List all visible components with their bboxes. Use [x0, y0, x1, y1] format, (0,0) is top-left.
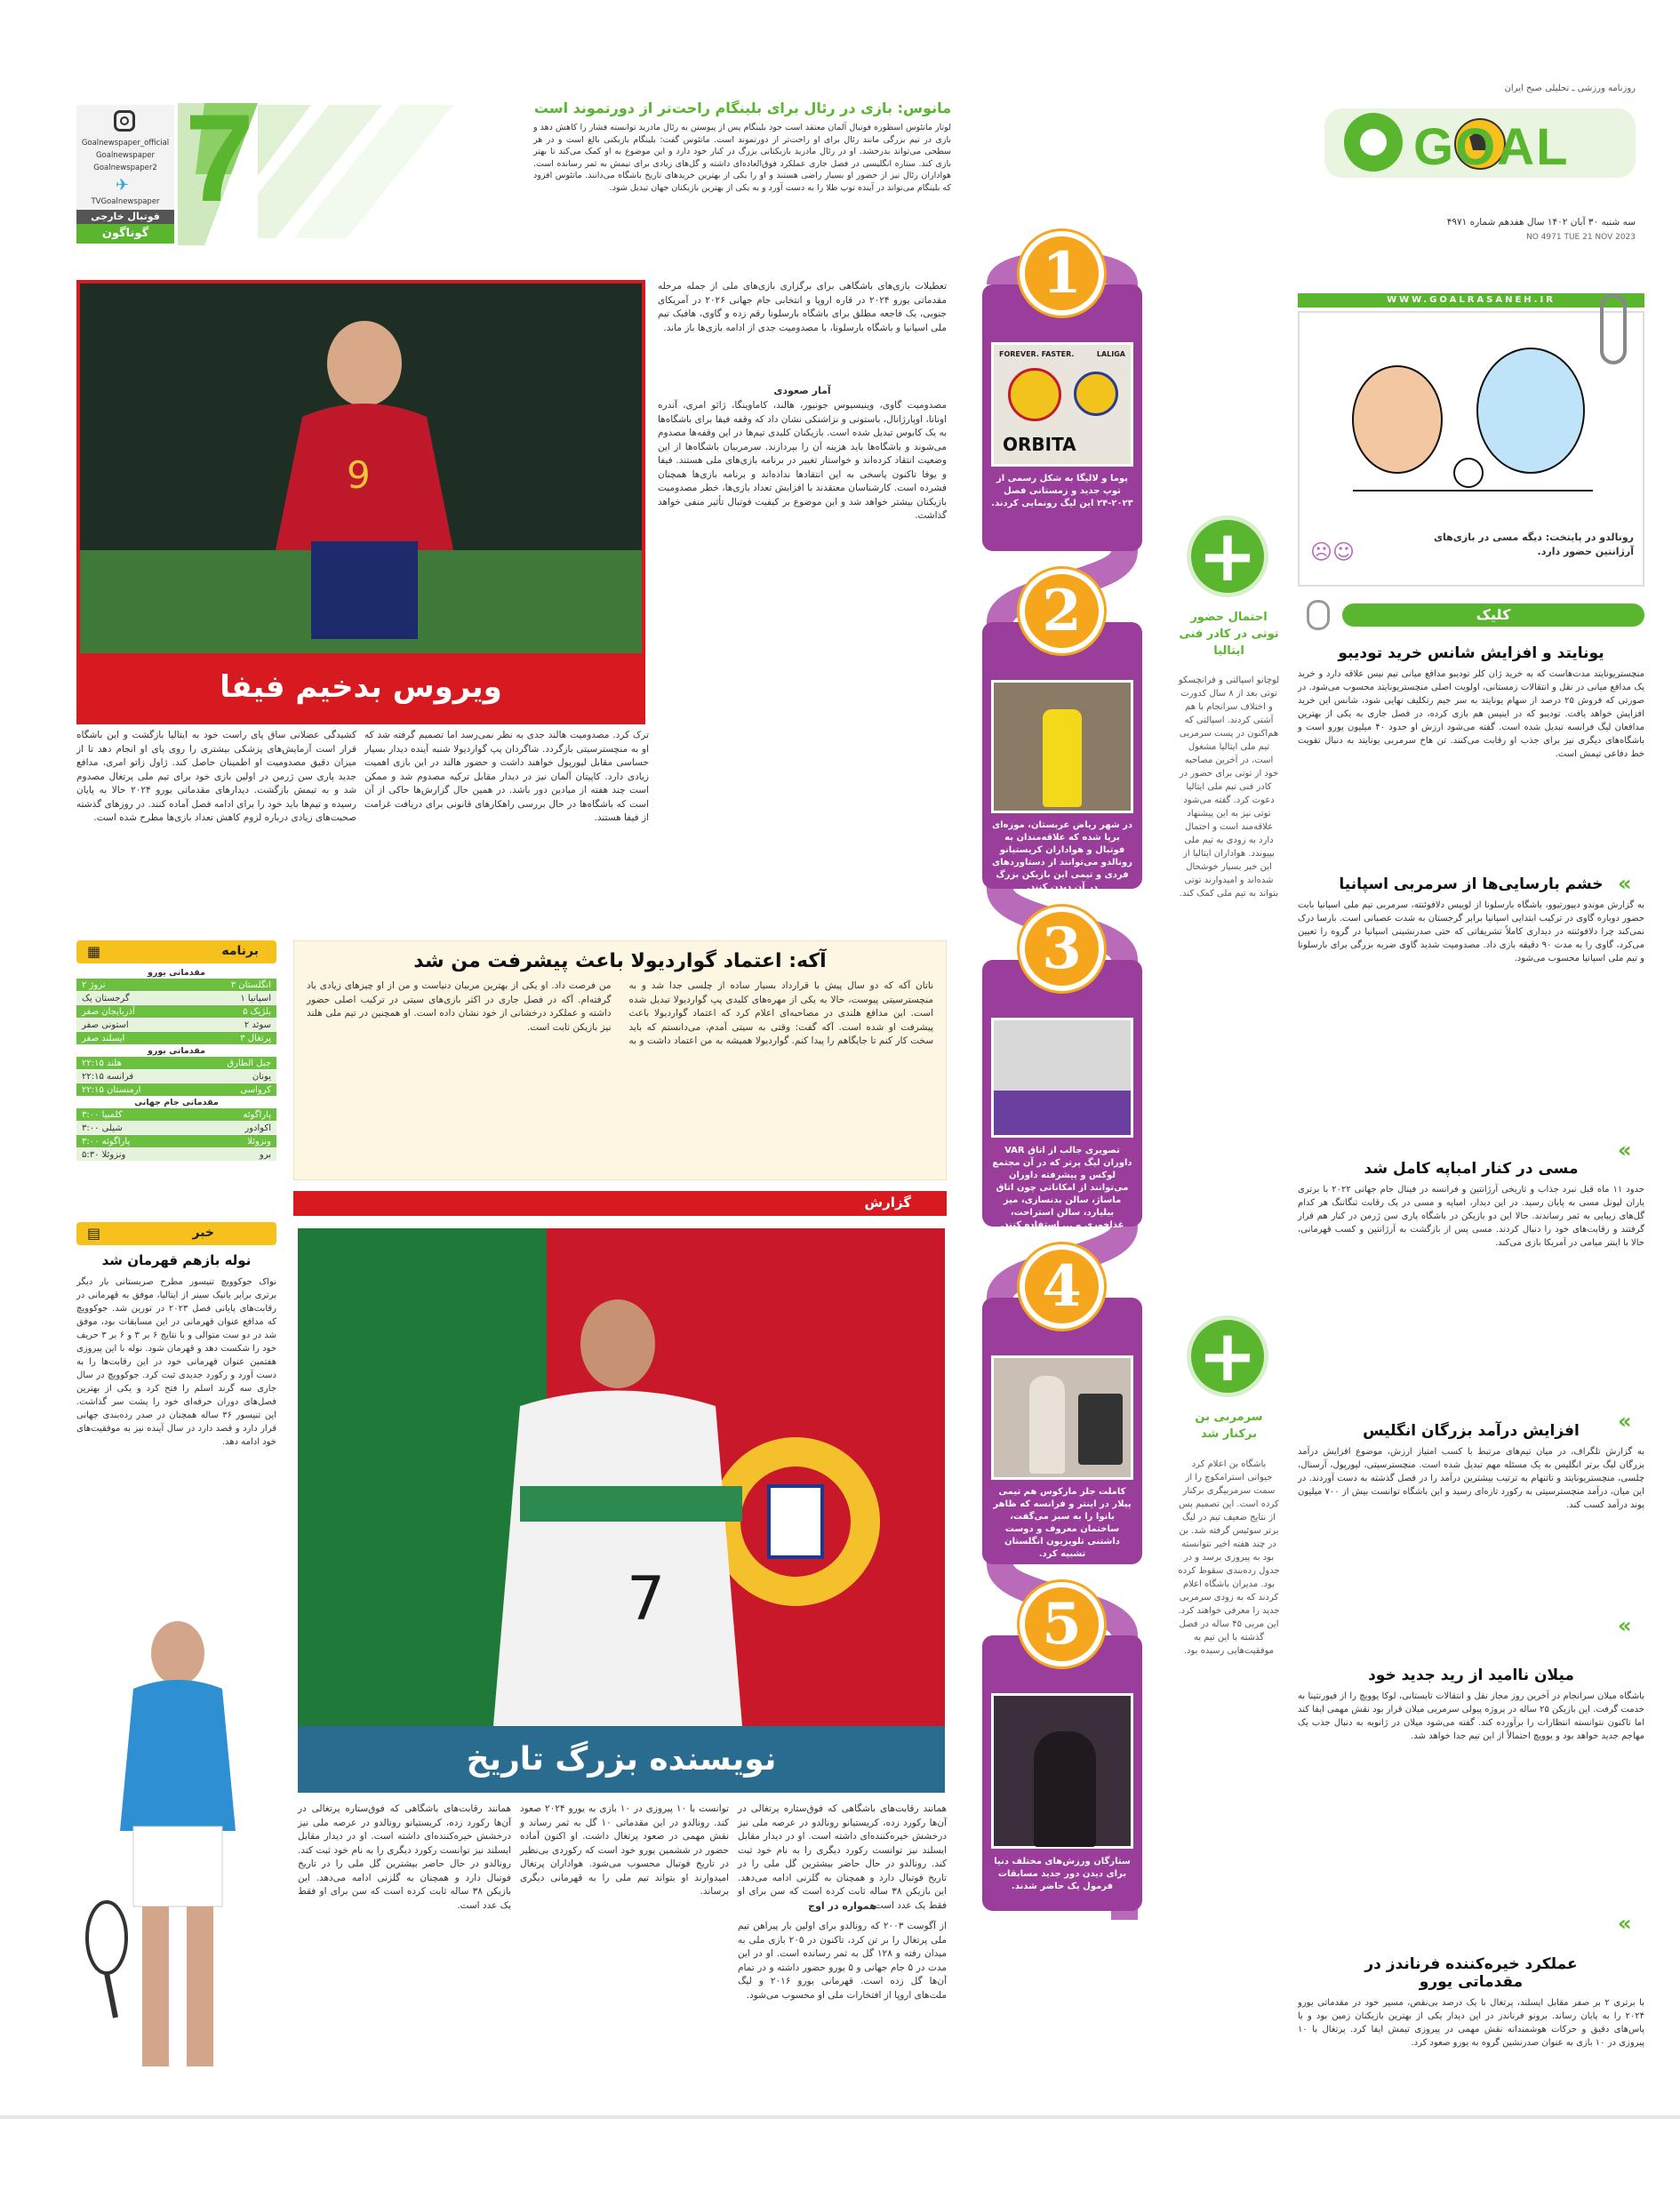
step-1-brand-1: FOREVER. FASTER.: [999, 350, 1075, 358]
right-article-3: [1298, 1160, 1644, 1423]
newspaper-icon: ▤: [87, 1225, 101, 1242]
cartoon-image: [1300, 313, 1643, 526]
program-header: [76, 940, 276, 963]
step-caption-2: در شهر ریاض عربستان، موزه‌ای برپا شده که علاقه‌مندان به فوتبال و هواداران کریستیانو رونالدو می‌توانند از دستاوردهای فردی و تیمی این بازیکن بزرگ در آن دیدن کنند.: [991, 820, 1133, 892]
top-story-title: مانوس: بازی در رئال برای بلینگام راحت‌تر از دورتموند است: [533, 100, 951, 116]
jersey-number: 7: [627, 1564, 666, 1635]
instagram-handle[interactable]: Goalnewspaper_official: [81, 139, 170, 148]
plus-icon-1: +: [1187, 516, 1268, 597]
ake-article: [293, 940, 947, 1180]
gavi-subhead: آمار صعودی: [773, 385, 831, 396]
header-stripes: [258, 105, 551, 238]
website: WWW.GOALRASANEH.IR: [1387, 295, 1556, 305]
side-note-1-title: احتمال حضور توتی در کادر فنی ایتالیا: [1179, 611, 1279, 658]
step-image-4: [991, 1355, 1133, 1480]
page-number: [178, 88, 258, 245]
click-bar: [1298, 600, 1644, 628]
right-article-3-body: حدود ۱۱ ماه قبل نبرد جذاب و تاریخی آرژانتین و فرانسه در فینال جام جهانی ۲۰۲۲ با برتری یاران لیونل مسی به پایان رسید. در این دیدار، امباپه و مسی در یک رقابت تنگاتنگ هر کدام گل‌های زیبایی به ثمر رساندند. حالا این دو بازیکن در باشگاه پاری سن ژرمن در کنار هم قرار گرفتند و رقابت‌های خود را دنبال کردند. مسی پس از بازگشت به آرژانتین و کسب قهرمانی، حالا با اینتر میامی در آمریکا بازی می‌کند.: [1298, 1185, 1644, 1248]
gavi-intro: [658, 280, 947, 901]
website-bar: [1298, 293, 1644, 308]
gavi-col-3: کشیدگی عضلانی ساق پای راست خود به ایتالیا بازگشت و این باشگاه قرار است آزمایش‌های پزشکی بیشتری را روی پای او انجام دهد تا از میزان دقیق مصدومیت او اطمینان حاصل کند. ژاول زاتو امری، مدافع جدید پاری سن ژرمن در اولین بازی خود برای تیم ملی پرتغال مصدوم شد و به تیمش بازگشت. دیدارهای مقدماتی یورو ۲۰۲۴ حالا به پایان رسیده و تیم‌ها باید خود را برای ادامه فصل آماده کنند. در روزهای گذشته صحبت‌های زیادی درباره لزوم کاهش تعداد بازی‌ها مطرح شده است.: [76, 730, 357, 823]
plus-icon-2: +: [1187, 1315, 1268, 1397]
program-row: استونی صفر سوئد ۲: [76, 1019, 276, 1032]
paperclip-icon: [1600, 293, 1627, 364]
ball-icon-2: [1074, 372, 1118, 416]
right-article-6-body: با برتری ۲ بر صفر مقابل ایسلند، پرتغال با یک درصد بی‌نقص، مسیر خود در مقدماتی یورو ۲۰۲۴ را به پایان رساند. برونو فرناندز در این دیدار یکی از بهترین بازیکنان زمین بود و با پاس‌های دقیق و حرکات هوشمندانه نقش مهمی در پیروزی تیمش ایفا کرد. پرتغال با ۱۰ پیروزی در ۱۰ بازی به عنوان صدرنشین گروه به یورو صعود کرد.: [1298, 1998, 1644, 2048]
program-row: گرجستان یک اسپانیا ۱: [76, 992, 276, 1005]
program-row: ایسلند صفر پرتغال ۳: [76, 1032, 276, 1045]
quote-mark-1: «: [1618, 871, 1632, 896]
ronaldo-image: [298, 1228, 945, 1726]
instagram-handle-3[interactable]: Goalnewspaper2: [93, 164, 157, 172]
logo-word: GOAL: [1413, 118, 1570, 176]
right-article-6-title: عملکرد خیره‌کننده فرناندز در مقدماتی یورو: [1364, 1955, 1578, 1991]
step-number-3: 3: [1020, 907, 1104, 991]
step-image-5: [991, 1693, 1133, 1849]
program-row: کلمبیا ۳:۰۰ پاراگوئه: [76, 1108, 276, 1122]
page-number-digit: 7: [185, 88, 254, 228]
program-list: [76, 967, 276, 1162]
gym-floor: [994, 1091, 1131, 1135]
gavi-photo: [76, 280, 645, 724]
person-figure-5: [1034, 1731, 1096, 1847]
step-image-2: [991, 680, 1133, 813]
cartoon-caption: رونالدو در پایتخت: دیگه مسی در بازی‌های آرژانتین حضور دارد.: [1433, 532, 1634, 557]
report-label: گزارش: [864, 1195, 911, 1211]
right-article-2: [1298, 875, 1644, 1130]
calendar-icon: ▦: [87, 943, 101, 960]
footer-stripe: [0, 2115, 1680, 2119]
news-body: نواک جوکوویچ تنیسور مطرح صربستانی بار دیگر برتری برابر یانیک سینر از ایتالیا، موفق به قهرمانی در رقابت‌های پایانی فصل ۲۰۲۳ در تورین شد. جوکوویچ که مدافع عنوان قهرمانی در این مسابقات بود، موفق شد در دو ست متوالی و با نتایج ۶ بر ۳ و ۶ بر ۳ حریف خود را شکست دهد و قهرمان شود. نوله با این پیروزی هفتمین عنوان قهرمانی خود در این رقابت‌ها را به دست آورد و رکورد جدیدی ثبت کرد. جوکوویچ در سال جاری سه گرند اسلم را فتح کرد و یکی از بهترین فصل‌های دوران حرفه‌ای خود را پشت سر گذاشت. این تنیسور ۳۶ ساله همچنان در صدر رده‌بندی جهانی قرار دارد و قصد دارد در سال آینده نیز به موفقیت‌های خود ادامه دهد.: [76, 1277, 277, 1447]
right-article-2-body: به گزارش موندو دیپورتیوو، باشگاه بارسلونا از لوییس دلافوئنته، سرمربی تیم ملی اسپانیا بابت حضور دوباره گاوی در ترکیب ابتدایی اسپانیا برابر گرجستان به شدت عصبانی است. بارسا درک نمی‌کند چرا دلافوئنته در دیداری کاملاً تشریفاتی که حتی صدرنشینی اسپانیا در گروه را تعیین می‌کرد، گاوی را به مدت ۹۰ دقیقه بازی داد. مصدومیت شدید گاوی ضربه بزرگی برای بارسلونا و تیم ملی اسپانیا محسوب می‌شود.: [1298, 900, 1644, 963]
masthead: [1289, 75, 1644, 270]
decorative-stripes: [258, 105, 551, 238]
ronaldo-col-1b: از آگوست ۲۰۰۳ که رونالدو برای اولین بار پیراهن تیم ملی پرتغال را بر تن کرد، تاکنون در ۲۰۵ بازی ملی به میدان رفته و ۱۲۸ گل به ثمر رسانده است. او در این مدت در ۵ جام جهانی و ۵ یورو حضور داشته و در تمام آن‌ها گل زده است. قهرمانی یورو ۲۰۱۶ و لیگ ملت‌های اروپا از افتخارات ملی او محسوب می‌شود.: [738, 1921, 948, 2001]
program-group-3-head: مقدماتی جام جهانی: [134, 1098, 219, 1107]
news-box: [76, 1222, 276, 1595]
program-group-1-head: مقدماتی یورو: [147, 968, 206, 978]
right-article-4-body: به گزارش تلگراف، در میان تیم‌های مرتبط با کسب امتیاز ارزش، موضوع افزایش درآمد بزرگان لیگ برتر انگلیس به یک مسئله مهم تبدیل شده است. منچسترسیتی، لیورپول، آرسنال، چلسی، منچستریونایتد و تاتنهام به ترتیب بیشترین درآمد را در فصل گذشته به دست آوردند. در این میان، درآمد منچسترسیتی به رکورد تازه‌ای رسید و این باشگاه توانست بیش از ۷۰۰ میلیون پوند درآمد کسب کند.: [1298, 1447, 1644, 1510]
program-row: ونزوئلا ۵:۳۰ برو: [76, 1148, 276, 1162]
gavi-image: [80, 284, 642, 657]
masthead-tagline: روزنامه ورزشی ـ تحلیلی صبح ایران: [1504, 84, 1636, 93]
right-article-4: [1298, 1422, 1644, 1623]
logo: [1324, 100, 1636, 184]
program-row: آذربایجان صفر بلژیک ۵: [76, 1005, 276, 1019]
ronaldo-col-1: همانند رقابت‌های باشگاهی که فوق‌ستاره پرتغالی در آن‌ها رکورد زده، کریستیانو رونالدو در عرصه ملی نیز درخشش خیره‌کننده‌ای داشته است. او در دیدار مقابل ایسلند نیز توانست رکورد دیگری را به نام خود ثبت کند. رونالدو در حال حاضر بیشترین گل ملی را در تاریخ فوتبال دارد و همچنان به گلزنی ادامه می‌دهد. این بازیکن ۳۸ ساله ثابت کرده است که سن برای او فقط یک عدد است.: [738, 1803, 947, 1911]
ronaldo-photo: [298, 1228, 945, 1793]
report-label-bar: [293, 1191, 947, 1216]
side-note-2-body: باشگاه بن اعلام کرد جیوانی استرامکوچ را از سمت سرمربیگری برکنار کرده است. این تصمیم پس از نتایج ضعیف تیم در لیگ برتر سوئیس گرفته شد. بن در چند هفته اخیر نتوانسته بود به پیروزی برسد و در جدول رده‌بندی سقوط کرده بود. مدیران باشگاه اعلام کردند که به زودی سرمربی جدید را معرفی خواهند کرد. این مربی ۴۵ ساله در فصل گذشته با این تیم به موفقیت‌هایی رسیده بود.: [1178, 1459, 1280, 1656]
instagram-icon: [114, 110, 135, 132]
ake-body: ناتان آکه که دو سال پیش با قرارداد بسیار ساده از چلسی جدا شد و به منچسترسیتی پیوست، حالا به یکی از مهره‌های کلیدی پپ گواردیولا تبدیل شده است. این مدافع هلندی در مصاحبه‌ای اعلام کرد که اعتماد گواردیولا باعث پیشرفت او شده است. آکه گفت: وقتی به سیتی آمدم، می‌دانستم که باید سخت کار کنم تا جایگاهم را پیدا کنم. گواردیولا همیشه به من اعتماد داشت و به من فرصت داد. او یکی از بهترین مربیان دنیاست و من از او چیزهای زیادی یاد گرفته‌ام. آکه در فصل جاری در اکثر بازی‌های سیتی در ترکیب اصلی حضور داشته و عملکرد درخشانی از خود نشان داده است. او همچنین در تیم ملی هلند نیز بازیکن ثابت است.: [307, 980, 933, 1046]
right-article-4-title: افزایش درآمد بزرگان انگلیس: [1363, 1422, 1580, 1440]
step-image-3: [991, 1018, 1133, 1138]
step-1-ball-name: ORBITA: [1003, 434, 1076, 455]
quote-mark-3: «: [1618, 1409, 1632, 1434]
person-figure: [1029, 1376, 1065, 1474]
section-label-foreign: فوتبال خارجی: [76, 210, 174, 224]
section-label-misc: گوناگون: [76, 224, 174, 244]
ronaldo-headline-bar: [298, 1726, 945, 1793]
jersey-figure: [1043, 709, 1082, 807]
telegram-icon: ✈: [116, 176, 130, 195]
side-note-1-body: لوچانو اسپالتی و فرانچسکو توتی بعد از ۸ سال کدورت و اختلاف سرانجام با هم آشتی کردند. اسپالتی که هم‌اکنون در پست سرمربی تیم ملی ایتالیا مشغول است، در آخرین مصاحبه خود از توتی برای حضور در کادر فنی تیم ملی ایتالیا دعوت کرد. گفته می‌شود توتی نیز به این پیشنهاد علاقه‌مند است و احتمال دارد به زودی به تیم ملی بپیوندد. هواداران ایتالیا از این خبر بسیار خوشحال شده‌اند و امیدوارند توتی بتواند به تیم ملی کمک کند.: [1178, 675, 1280, 899]
ball-icon: [1008, 368, 1061, 421]
side-note-2-title: سرمربی بن برکنار شد: [1195, 1411, 1263, 1441]
gavi-headline-bar: [80, 653, 642, 721]
program-row: پاراگوئه ۳:۰۰ ونزوئلا: [76, 1135, 276, 1148]
djokovic-image: [80, 1600, 276, 2098]
right-article-5-body: باشگاه میلان سرانجام در آخرین روز مجاز نقل و انتقالات تابستانی، لوکا یوویچ را از فیورنتینا به خدمت گرفت. این بازیکن ۲۵ ساله در پروژه پیولی سرمربی میلان قرار بود نقش مهمی ایفا کند اما تاکنون نتوانسته انتظارات را برآورده کند. گفته می‌شود میلان در ژانویه به دنبال جذب یک مهاجم جدید خواهد بود و یوویچ احتمالاً از این تیم جدا خواهد شد.: [1298, 1691, 1644, 1741]
program-row: نروژ ۲ انگلستان ۳: [76, 979, 276, 992]
step-number-1: 1: [1020, 231, 1104, 316]
emoji-icon: ☹☺: [1310, 540, 1356, 564]
program-row: ارمنستان ۲۲:۱۵ کرواسی: [76, 1083, 276, 1097]
ronaldo-col-2: توانست با ۱۰ پیروزی در ۱۰ بازی به یورو ۲۰۲۴ صعود کند. رونالدو در این مقدماتی ۱۰ گل به ثمر رساند و نقش مهمی در صعود پرتغال داشت. او اکنون آماده حضور در ششمین یورو خود است که رکوردی بی‌نظیر در تاریخ فوتبال محسوب می‌شود. هواداران پرتغال امیدوارند او بتواند تیم ملی را به قهرمانی دیگری برساند.: [520, 1803, 729, 1897]
djokovic-figure: [80, 1600, 276, 2098]
phone-screen: [1078, 1394, 1123, 1465]
step-caption-4: کاملت جلز مارکوس هم تیمی پیلار در اینتر و فرانسه که ظاهر بانوا را به سبز می‌گفت، ساختمان معروف و دوست داشتنی تلویزیون انگلستان تشبیه کرد.: [993, 1487, 1132, 1559]
right-article-6: [1298, 1955, 1644, 2130]
program-row: فرانسه ۲۲:۱۵ یونان: [76, 1070, 276, 1083]
click-label: کلیک: [1342, 603, 1644, 627]
program-group-2-head: مقدماتی یورو: [147, 1046, 206, 1056]
issue-date: سه شنبه ۳۰ آبان ۱۴۰۲ سال هفدهم شماره ۴۹۷۱: [1446, 217, 1636, 228]
news-label: خبر: [192, 1226, 214, 1240]
right-article-2-title: خشم بارسایی‌ها از سرمربی اسپانیا: [1339, 875, 1604, 893]
step-caption-5: ستارگان ورزش‌های مختلف دنیا برای دیدن دور جدید مسابقات فرمول یک حاضر شدند.: [994, 1857, 1131, 1891]
step-number-5: 5: [1020, 1582, 1104, 1666]
instagram-handle-2[interactable]: Goalnewspaper: [95, 151, 156, 160]
gavi-headline: ویروس بدخیم فیفا: [220, 669, 502, 705]
news-title: نوله بازهم قهرمان شد: [101, 1252, 252, 1268]
gavi-intro-text: تعطیلات بازی‌های باشگاهی برای برگزاری بازی‌های ملی از جمله مرحله مقدماتی یورو ۲۰۲۴ در قاره اروپا و انتخابی جام جهانی ۲۰۲۶ در آمریکای جنوبی، یک فاجعه مطلق برای باشگاه بارسلونا رقم زده و گاوی، هافبک تیم ملی اسپانیا و باشگاه بارسلونا، با مصدومیت جدی از ادامه بازی‌ها باز ماند.: [658, 281, 947, 333]
right-article-1-title: یونایتد و افزایش شانس خرید تودیبو: [1338, 644, 1604, 662]
program-box: [76, 940, 276, 1216]
news-header: [76, 1222, 276, 1245]
issue-date-en: NO 4971 TUE 21 NOV 2023: [1526, 233, 1636, 242]
ronaldo-subhead: همواره در اوج: [808, 1900, 876, 1912]
telegram-handle[interactable]: TVGoalnewspaper: [91, 197, 160, 206]
right-article-5: [1298, 1666, 1644, 1912]
cartoon-box: [1298, 311, 1644, 587]
step-caption-3: تصویری جالب از اتاق VAR داوران لیگ پرتر که در آن مجتمع لوکس و پیشرفته داوران می‌توانند از امکاناتی چون اتاق ماساژ، سالن بدنسازی، میز بیلیارد، سالن استراحت، غذاخوری و ... استفاده کنند.: [992, 1146, 1132, 1230]
right-article-3-title: مسی در کنار امباپه کامل شد: [1364, 1160, 1579, 1178]
step-number-2: 2: [1020, 569, 1104, 653]
program-row: شیلی ۳:۰۰ اکوادور: [76, 1122, 276, 1135]
step-caption-1: پوما و لالیگا به شکل رسمی از توپ جدید و زمستانی فصل ۲۰۲۳-۲۴ این لیگ رونمایی کردند.: [991, 474, 1133, 508]
step-image-1: [991, 342, 1133, 467]
right-article-1: [1298, 644, 1644, 872]
quote-mark-5: «: [1618, 1911, 1632, 1936]
program-row: هلند ۲۲:۱۵ جبل الطارق: [76, 1057, 276, 1070]
step-number-4: 4: [1020, 1244, 1104, 1329]
quote-mark-2: «: [1618, 1138, 1632, 1163]
ake-title: آکه: اعتماد گواردیولا باعث پیشرفت من شد: [413, 950, 827, 972]
top-story: [533, 100, 951, 255]
right-article-5-title: میلان ناامید از رید جدید خود: [1368, 1666, 1574, 1684]
gavi-body: مصدومیت گاوی، وینیسیوس جونیور، هالند، کاماوینگا، ژائو امری، آندره اونانا، اوپارژانال، باستونی و نزاشنکی نشان داد که وقفه فیفا برای باشگاه‌ها به یک کابوس تبدیل شده است. بازیکنان کلیدی تیم‌ها در این وقفه‌ها مصدوم می‌شوند و باشگاه‌ها باید هزینه آن را بپردازند. سرمربیان باشگاه‌ها از این وضعیت انتقاد کرده‌اند و خواستار تغییر در برنامه بازی‌های ملی هستند. فیفا و یوفا تاکنون پاسخی به این انتقادها نداده‌اند و برنامه بازی‌ها همچنان فشرده است. کارشناسان معتقدند با افزایش تعداد بازی‌ها، خطر مصدومیت بازیکنان بیشتر خواهد شد و این موضوع بر کیفیت فوتبال تأثیر منفی خواهد گذاشت.: [658, 400, 947, 521]
steps-strip: [964, 231, 1160, 1973]
mouse-icon: [1307, 600, 1330, 630]
quote-mark-4: «: [1618, 1613, 1632, 1638]
gavi-col-2: ترک کرد. مصدومیت هالند جدی به نظر نمی‌رسد اما تصمیم گرفته شد که او به منچسترسیتی بازگردد. شاگردان پپ گواردیولا شنبه آینده دیدار بسیار حساسی مقابل لیورپول خواهند داشت و حضور هالند در این بازی اهمیت زیادی دارد. کاپیتان آلمان نیز در دیدار مقابل ترکیه مصدوم شد و ممکن است چند هفته از میادین دور باشد. در همین حال گزارش‌ها حاکی از آن است که باشگاه‌ها در حال بررسی راهکارهای قانونی برای دریافت غرامت از فیفا هستند.: [364, 730, 649, 823]
ronaldo-headline: نویسنده بزرگ تاریخ: [466, 1741, 777, 1778]
right-article-1-body: منچستریونایتد مدت‌هاست که به خرید ژان کلر تودیبو مدافع میانی تیم نیس علاقه دارد و خرید یک مدافع میانی در نقل و انتقالات زمستانی، اولویت اصلی منچستریونایتد محسوب می‌شود. در صورتی که فروش ۲۵ درصد از سهام یونایتد به سر جیم رتکلیف نهایی شود، شانس این خرید افزایش خواهد یافت. تودیبو که در اینیس هم بازی کرده، در فصل جاری به یکی از بهترین مدافعان لیگ فرانسه تبدیل شده است. گفته می‌شود ارزش او حدود ۴۰ میلیون یورو است و باشگاه‌های دیگری نیز برای جذب او رقابت می‌کنند. تن هاخ سرمربی یونایتد به دنبال تقویت خط دفاعی تیمش است.: [1298, 669, 1644, 759]
program-title: برنامه: [221, 944, 259, 958]
svg-text:9: 9: [347, 453, 371, 497]
top-story-body: لوتار ماتئوس اسطوره فوتبال آلمان معتقد است جود بلینگام پس از پیوستن به رئال مادرید توانسته فشار را کاهش دهد و بازی در تیم بزرگی مانند رئال برای او راحت‌تر از دورتموند است. ماتئوس گفت: بلینگام بازیکنی بالغ است و در هر سطحی می‌تواند بدرخشد. او در رئال مادرید بازیکنانی بزرگ در کنار خود دارد و این موضوع به او کمک می‌کند تا بهتر بازی کند. ستاره انگلیسی در فصل جاری عملکرد فوق‌العاده‌ای داشته و گل‌های زیادی برای تیمش به ثمر رسانده است. هواداران رئال نیز از حضور او بسیار راضی هستند و او را یکی از بهترین خریدهای تاریخ باشگاه می‌دانند. ماتئوس افزود که بلینگام می‌تواند در آینده توپ طلا را به دست آورد و به یکی از بهترین بازیکنان جهان تبدیل شود.: [533, 123, 951, 193]
social-box: [76, 105, 174, 238]
ronaldo-col-3: همانند رقابت‌های باشگاهی که فوق‌ستاره پرتغالی در آن‌ها رکورد زده، کریستیانو رونالدو در عرصه ملی نیز درخشش خیره‌کننده‌ای داشته است. او در دیدار مقابل ایسلند نیز توانست رکورد دیگری را به نام خود ثبت کند. رونالدو در حال حاضر بیشترین گل ملی را در تاریخ فوتبال دارد و همچنان به گلزنی ادامه می‌دهد. این بازیکن ۳۸ ساله ثابت کرده است که سن برای او فقط یک عدد است.: [298, 1803, 511, 1911]
step-1-brand-2: LALIGA: [1096, 350, 1125, 358]
